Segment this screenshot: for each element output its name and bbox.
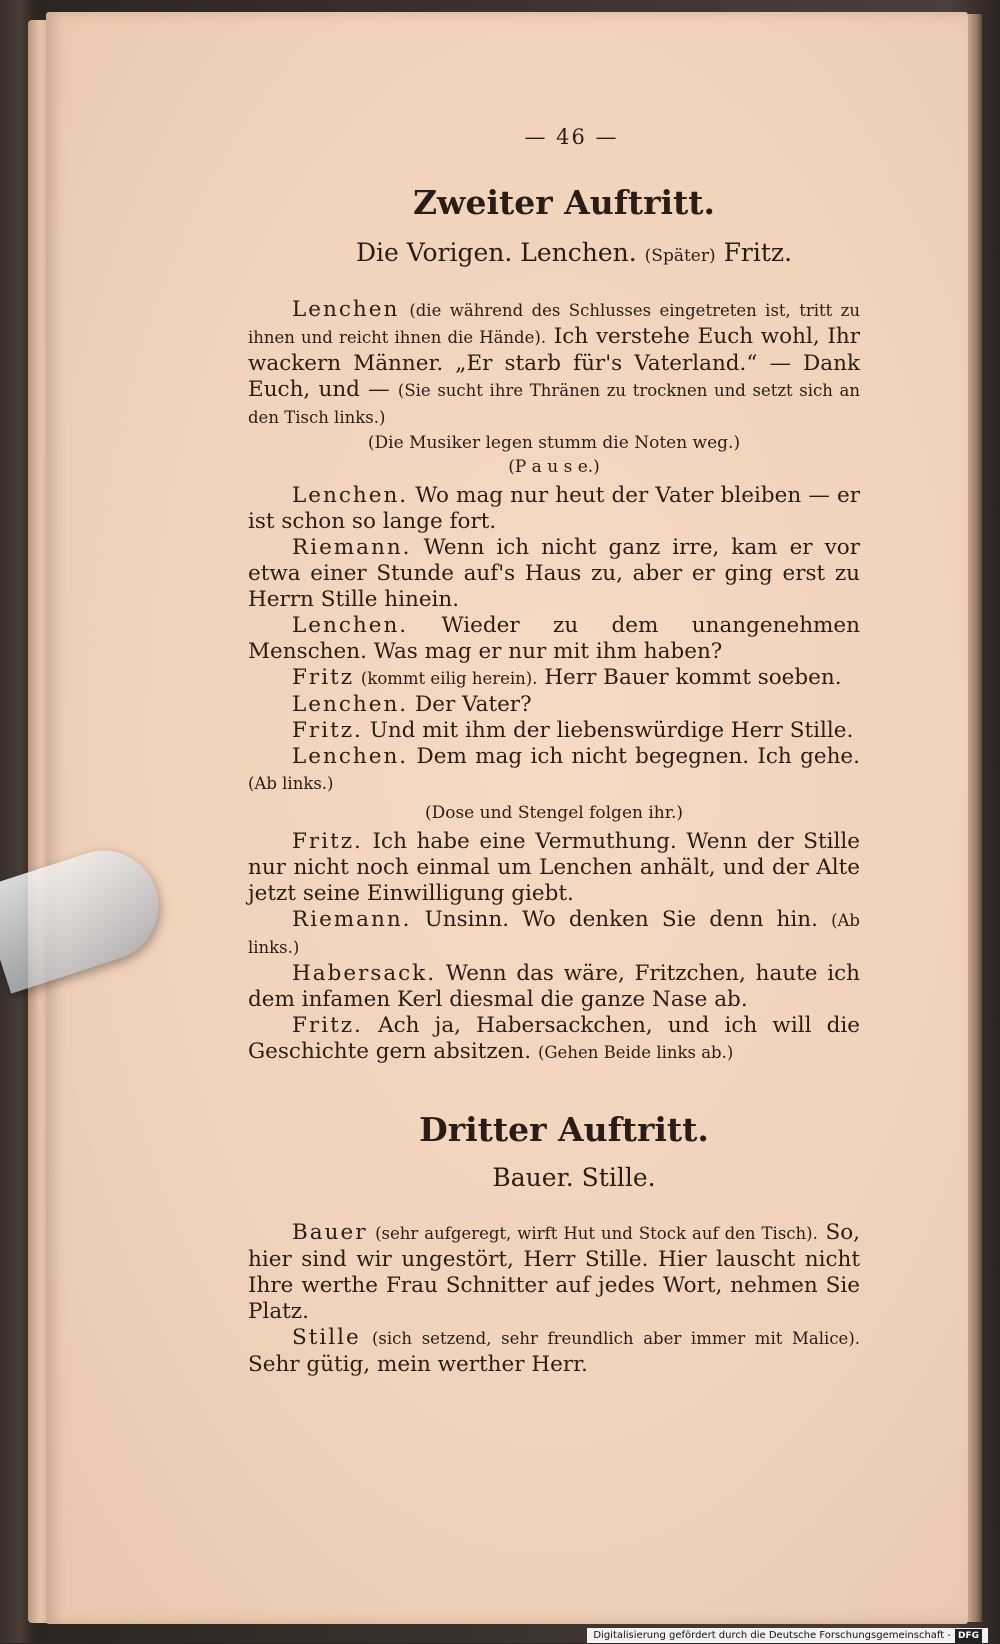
dialogue-line	[248, 692, 860, 718]
dialogue-line	[248, 829, 860, 907]
dialogue-line	[248, 1013, 860, 1066]
digitization-footer	[587, 1628, 988, 1643]
speaker-name: Lenchen	[292, 297, 400, 322]
footer-text: Digitalisierung gefördert durch die Deutsche Forschungsgemeinschaft -	[593, 1630, 951, 1641]
dialogue-text: Wenn ich nicht ganz irre, kam er vor etwa einer Stunde auf's Haus zu, aber er ging erst zu Herrn Stille hinein.	[248, 535, 860, 612]
dialogue-line	[248, 744, 860, 797]
dialogue-text: Ich habe eine Vermuthung. Wenn der Stille nur nicht noch einmal um Lenchen anhält, und der Alte jetzt seine Einwilligung giebt.	[248, 829, 860, 906]
dialogue-line	[248, 483, 860, 535]
dialogue-text: Wenn das wäre, Fritzchen, haute ich dem infamen Kerl diesmal die ganze Nase ab.	[248, 961, 860, 1012]
dialogue-text: Wo mag nur heut der Vater bleiben — er ist schon so lange fort.	[248, 483, 860, 534]
scene-3-section	[248, 1110, 860, 1378]
scene-cast: Bauer. Stille.	[492, 1163, 656, 1192]
dialogue-line	[248, 1325, 860, 1378]
speaker-name: Fritz.	[292, 1013, 363, 1038]
dialogue-line	[248, 665, 860, 692]
stage-direction: (Ab links.)	[248, 774, 334, 793]
dialogue-line	[248, 907, 860, 961]
cast-tail: Fritz.	[723, 238, 793, 267]
stage-direction: (Ab links.)	[248, 911, 860, 957]
speaker-name: Lenchen.	[292, 744, 409, 769]
dialogue-line	[248, 1220, 860, 1325]
speaker-name: Habersack.	[292, 961, 437, 986]
speaker-name: Riemann.	[292, 535, 412, 560]
dialogue-text: Ach ja, Habersackchen, und ich will die Geschichte gern absitzen.	[248, 1013, 860, 1064]
dialogue-text: Der Vater?	[415, 692, 532, 717]
dialogue-text: Sehr gütig, mein werther Herr.	[248, 1352, 588, 1377]
dialogue-line	[248, 961, 860, 1013]
stage-direction: (sich setzend, sehr freundlich aber immer mit Malice).	[372, 1329, 861, 1348]
speaker-name: Fritz.	[292, 718, 363, 743]
dialogue-text: Wieder zu dem unangenehmen Menschen. Was mag er nur mit ihm haben?	[248, 613, 860, 664]
dialogue-text: Ich verstehe Euch wohl, Ihr wackern Männer. „Er starb für's Vaterland.“ — Dank Euch, und —	[248, 324, 860, 402]
cast-note: (Später)	[644, 246, 716, 266]
speaker-name: Lenchen.	[292, 483, 409, 508]
dialogue-text: So, hier sind wir ungestört, Herr Stille. Hier lauscht nicht Ihre werthe Frau Schnitter auf jedes Wort, nehmen Sie Platz.	[248, 1220, 860, 1324]
speaker-name: Lenchen.	[292, 613, 409, 638]
book-page-edge-right	[968, 14, 982, 1622]
dialogue-line	[248, 297, 860, 431]
dfg-logo: DFG	[955, 1629, 982, 1644]
dialogue-text: Unsinn. Wo denken Sie denn hin.	[424, 907, 818, 932]
cast-main: Die Vorigen. Lenchen.	[355, 238, 637, 267]
page-number: — 46 —	[524, 125, 619, 149]
dialogue-text: Dem mag ich nicht begegnen. Ich gehe.	[416, 744, 860, 769]
speaker-name: Fritz.	[292, 829, 363, 854]
dialogue-text: Herr Bauer kommt soeben.	[544, 665, 842, 690]
scene-cast	[288, 238, 860, 267]
stage-direction: (Sie sucht ihre Thränen zu trocknen und setzt sich an den Tisch links.)	[248, 381, 861, 427]
dialogue-line	[248, 718, 860, 744]
stage-direction-centered: (Die Musiker legen stumm die Noten weg.)	[367, 433, 741, 453]
stage-direction: (Gehen Beide links ab.)	[537, 1043, 734, 1062]
speaker-name: Fritz	[292, 665, 355, 690]
stage-direction: (die während des Schlusses eingetreten ist, tritt zu ihnen und reicht ihnen die Hände).	[248, 301, 860, 347]
speaker-name: Stille	[292, 1325, 361, 1350]
stage-direction-centered: (Dose und Stengel folgen ihr.)	[424, 803, 684, 823]
stage-direction: (sehr aufgeregt, wirft Hut und Stock auf den Tisch).	[375, 1224, 818, 1243]
speaker-name: Bauer	[292, 1220, 368, 1245]
page-content	[248, 125, 860, 1378]
dialogue-text: Und mit ihm der liebenswürdige Herr Stille.	[369, 718, 854, 743]
scene-title-zweiter-auftritt: Zweiter Auftritt.	[412, 183, 716, 222]
speaker-name: Riemann.	[292, 907, 412, 932]
scene-title-dritter-auftritt: Dritter Auftritt.	[419, 1110, 709, 1149]
stage-direction-centered: (P a u s e.)	[508, 457, 600, 477]
speaker-name: Lenchen.	[292, 692, 409, 717]
dialogue-line	[248, 613, 860, 665]
stage-direction: (kommt eilig herein).	[360, 669, 538, 688]
dialogue-line	[248, 535, 860, 613]
